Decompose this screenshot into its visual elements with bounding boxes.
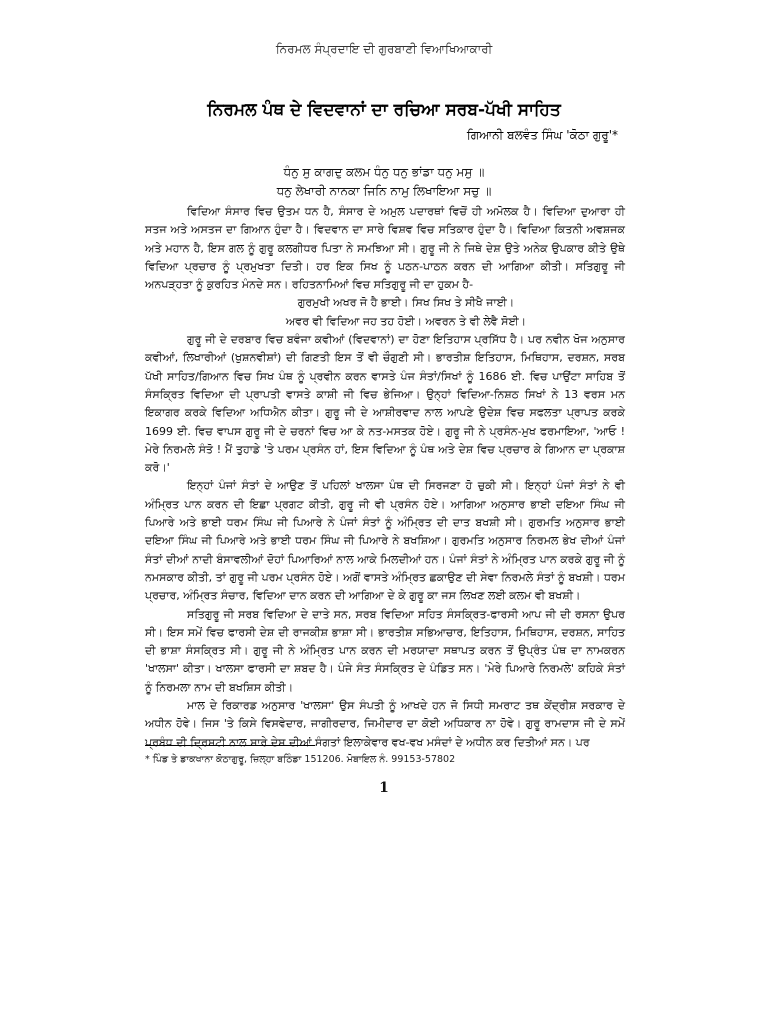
paragraph-5: ਮਾਲ ਦੇ ਰਿਕਾਰਡ ਅਨੁਸਾਰ 'ਖਾਲਸਾ' ਉਸ ਸੰਪਤੀ ਨੂੰ ਆਖਦੇ ਹਨ ਜੋ ਸਿਧੀ ਸਮਰਾਟ ਤਥ ਕੇਂਦ੍ਰੀਸ਼ ਸਰਕਾਰ ਦੇ ਅਧੀਨ ਹੋਵੇ। ਜਿਸ 'ਤੇ ਕਿਸੇ ਵਿਸਵੇਦਾਰ, ਜਾਗੀਰਦਾਰ, ਜਿਮੀਦਾਰ ਦਾ ਕੋਈ ਅਧਿਕਾਰ ਨਾ ਹੋਵੇ। ਗੁਰੂ ਰਾਮਦਾਸ ਜੀ ਦੇ ਸਮੇਂ ਪ੍ਰਬੰਧ ਦੀ ਦ੍ਰਿਸ਼ਟੀ ਨਾਲ ਸਾਰੇ ਦੇਸ਼ ਦੀਆਂ ਸੰਗਤਾਂ ਇਲਾਕੇਵਾਰ ਵਖ-ਵਖ ਮਸੰਦਾਂ ਦੇ ਅਧੀਨ ਕਰ ਦਿਤੀਆਂ ਸਨ। ਪਰ xyxy=(145,699,625,749)
couplet-line-1: ਗੁਰਮੁਖੀ ਅਖਰ ਜੋ ਹੈ ਭਾਈ। ਸਿਖ ਸਿਖ ਤੇ ਸੀਖੈ ਜਾਈ। xyxy=(297,296,515,310)
page-number: 1 xyxy=(379,780,389,796)
paragraph-2: ਗੁਰੂ ਜੀ ਦੇ ਦਰਬਾਰ ਵਿਚ ਬਵੰਜਾ ਕਵੀਆਂ (ਵਿਦਵਾਨਾਂ) ਦਾ ਹੋਣਾ ਇਤਿਹਾਸ ਪ੍ਰਸਿੱਧ ਹੈ। ਪਰ ਨਵੀਨ ਖੋਜ ਅਨੁਸਾਰ ਕਵੀਆਂ, ਲਿਖਾਰੀਆਂ (ਖੁਸ਼ਨਵੀਸ਼ਾਂ) ਦੀ ਗਿਣਤੀ ਇਸ ਤੋਂ ਵੀ ਚੌਗੁਣੀ ਸੀ। ਭਾਰਤੀਸ਼ ਇਤਿਹਾਸ, ਮਿਥਿਹਾਸ, ਦਰਸ਼ਨ, ਸਰਬ ਪੱਖੀ ਸਾਹਿਤ/ਗਿਆਨ ਵਿਚ ਸਿਖ ਪੰਥ ਨੂੰ ਪ੍ਰਵੀਨ ਕਰਨ ਵਾਸਤੇ ਪੰਜ ਸੰਤਾਂ/ਸਿਖਾਂ ਨੂੰ 1686 ਈ. ਵਿਚ ਪਾਉਂਟਾ ਸਾਹਿਬ ਤੋਂ ਸੰਸਕ੍ਰਿਤ ਵਿਦਿਆ ਦੀ ਪ੍ਰਾਪਤੀ ਵਾਸਤੇ ਕਾਸ਼ੀ ਜੀ ਵਿਚ ਭੇਜਿਆ। ਉਨ੍ਹਾਂ ਵਿਦਿਆ-ਨਿਸ਼ਠ ਸਿਖਾਂ ਨੇ 13 ਵਰਸ ਮਨ ਇਕਾਗਰ ਕਰਕੇ ਵਿਦਿਆ ਅਧਿਐਨ ਕੀਤਾ। ਗੁਰੂ ਜੀ ਦੇ ਆਸ਼ੀਰਵਾਦ ਨਾਲ ਆਪਣੇ ਉਦੇਸ਼ ਵਿਚ ਸਫਲਤਾ ਪ੍ਰਾਪਤ ਕਰਕੇ 1699 ਈ. ਵਿਚ ਵਾਪਸ ਗੁਰੂ ਜੀ ਦੇ ਚਰਨਾਂ ਵਿਚ ਆ ਕੇ ਨਤ-ਮਸਤਕ ਹੋਏ। ਗੁਰੂ ਜੀ ਨੇ ਪ੍ਰਸੰਨ-ਮੁਖ ਫਰਮਾਇਆ, 'ਆਓ ! ਮੇਰੇ ਨਿਰਮਲੇ ਸੰਤੋ ! ਮੈਂ ਤੁਹਾਡੇ 'ਤੇ ਪਰਮ ਪ੍ਰਸੰਨ ਹਾਂ, ਇਸ ਵਿਦਿਆ ਨੂੰ ਪੰਥ ਅਤੇ ਦੇਸ਼ ਵਿਚ ਪ੍ਰਚਾਰ ਕੇ ਗਿਆਨ ਦਾ ਪ੍ਰਕਾਸ਼ ਕਰੋ।' xyxy=(145,333,625,475)
author-byline: ਗਿਆਨੀ ਬਲਵੰਤ ਸਿੰਘ 'ਕੋਠਾ ਗੁਰੂ'* xyxy=(466,128,618,142)
running-header: ਨਿਰਮਲ ਸੰਪ੍ਰਦਾਇ ਦੀ ਗੁਰਬਾਣੀ ਵਿਆਖਿਆਕਾਰੀ xyxy=(275,42,493,56)
paragraph-1: ਵਿਦਿਆ ਸੰਸਾਰ ਵਿਚ ਉਤਮ ਧਨ ਹੈ, ਸੰਸਾਰ ਦੇ ਅਮੁਲ ਪਦਾਰਥਾਂ ਵਿਚੋਂ ਹੀ ਅਮੋਲਕ ਹੈ। ਵਿਦਿਆ ਦੁਆਰਾ ਹੀ ਸਤਜ ਅਤੇ ਅਸਤਜ ਦਾ ਗਿਆਨ ਹੁੰਦਾ ਹੈ। ਵਿਦਵਾਨ ਦਾ ਸਾਰੇ ਵਿਸ਼ਵ ਵਿਚ ਸਤਿਕਾਰ ਹੁੰਦਾ ਹੈ। ਵਿਦਿਆ ਕਿਤਨੀ ਅਵਸ਼ਜਕ ਅਤੇ ਮਹਾਨ ਹੈ, ਇਸ ਗਲ ਨੂੰ ਗੁਰੂ ਕਲਗੀਧਰ ਪਿਤਾ ਨੇ ਸਮਝਿਆ ਸੀ। ਗੁਰੂ ਜੀ ਨੇ ਜਿਥੇ ਦੇਸ਼ ਉਤੇ ਅਨੇਕ ਉਪਕਾਰ ਕੀਤੇ ਉਥੇ ਵਿਦਿਆ ਪ੍ਰਚਾਰ ਨੂੰ ਪ੍ਰਮੁਖਤਾ ਦਿਤੀ। ਹਰ ਇਕ ਸਿਖ ਨੂੰ ਪਠਨ-ਪਾਠਨ ਕਰਨ ਦੀ ਆਗਿਆ ਕੀਤੀ। ਸਤਿਗੁਰੂ ਜੀ ਅਨਪੜ੍ਹਤਾ ਨੂੰ ਕੁਰਹਿਤ ਮੰਨਦੇ ਸਨ। ਰਹਿਤਨਾਮਿਆਂ ਵਿਚ ਸਤਿਗੁਰੂ ਜੀ ਦਾ ਹੁਕਮ ਹੈ- xyxy=(145,205,625,292)
paragraph-4: ਸਤਿਗੁਰੂ ਜੀ ਸਰਬ ਵਿਦਿਆ ਦੇ ਦਾਤੇ ਸਨ, ਸਰਬ ਵਿਦਿਆ ਸਹਿਤ ਸੰਸਕ੍ਰਿਤ-ਫਾਰਸੀ ਆਪ ਜੀ ਦੀ ਰਸਨਾ ਉਪਰ ਸੀ। ਇਸ ਸਮੇਂ ਵਿਚ ਫਾਰਸੀ ਦੇਸ਼ ਦੀ ਰਾਜਕੀਸ਼ ਭਾਸ਼ਾ ਸੀ। ਭਾਰਤੀਸ਼ ਸਭਿਆਚਾਰ, ਇਤਿਹਾਸ, ਮਿਥਿਹਾਸ, ਦਰਸ਼ਨ, ਸਾਹਿਤ ਦੀ ਭਾਸ਼ਾ ਸੰਸਕ੍ਰਿਤ ਸੀ। ਗੁਰੂ ਜੀ ਨੇ ਅੰਮ੍ਰਿਤ ਪਾਨ ਕਰਨ ਦੀ ਮਰਯਾਦਾ ਸਥਾਪਤ ਕਰਨ ਤੋਂ ਉਪ੍ਰੰਤ ਪੰਥ ਦਾ ਨਾਮਕਰਨ 'ਖਾਲਸਾ' ਕੀਤਾ। ਖਾਲਸਾ ਫਾਰਸੀ ਦਾ ਸ਼ਬਦ ਹੈ। ਪੰਜੇ ਸੰਤ ਸੰਸਕ੍ਰਿਤ ਦੇ ਪੰਡਿਤ ਸਨ। 'ਮੇਰੇ ਪਿਆਰੇ ਨਿਰਮਲੇ' ਕਹਿਕੇ ਸੰਤਾਂ ਨੂੰ ਨਿਰਮਲਾ ਨਾਮ ਦੀ ਬਖਸ਼ਿਸ ਕੀਤੀ। xyxy=(145,607,625,694)
verse-line-1: ਧੰਨੁ ਸੁ ਕਾਗਦੁ ਕਲਮ ਧੰਨੁ ਧਨੁ ਭਾਂਡਾ ਧਨੁ ਮਸੁ ॥ xyxy=(283,165,485,179)
paragraph-3: ਇਨ੍ਹਾਂ ਪੰਜਾਂ ਸੰਤਾਂ ਦੇ ਆਉਣ ਤੋਂ ਪਹਿਲਾਂ ਖਾਲਸਾ ਪੰਥ ਦੀ ਸਿਰਜਣਾ ਹੋ ਚੁਕੀ ਸੀ। ਇਨ੍ਹਾਂ ਪੰਜਾਂ ਸੰਤਾਂ ਨੇ ਵੀ ਅੰਮ੍ਰਿਤ ਪਾਨ ਕਰਨ ਦੀ ਇਛਾ ਪ੍ਰਗਟ ਕੀਤੀ, ਗੁਰੂ ਜੀ ਵੀ ਪ੍ਰਸੰਨ ਹੋਏ। ਆਗਿਆ ਅਨੁਸਾਰ ਭਾਈ ਦਇਆ ਸਿੰਘ ਜੀ ਪਿਆਰੇ ਅਤੇ ਭਾਈ ਧਰਮ ਸਿੰਘ ਜੀ ਪਿਆਰੇ ਨੇ ਪੰਜਾਂ ਸੰਤਾਂ ਨੂੰ ਅੰਮ੍ਰਿਤ ਦੀ ਦਾਤ ਬਖਸ਼ੀ ਸੀ। ਗੁਰਮਤਿ ਅਨੁਸਾਰ ਭਾਈ ਦਇਆ ਸਿੰਘ ਜੀ ਪਿਆਰੇ ਅਤੇ ਭਾਈ ਧਰਮ ਸਿੰਘ ਜੀ ਪਿਆਰੇ ਨੇ ਬਖਸ਼ਿਆ। ਗੁਰਮਤਿ ਅਨੁਸਾਰ ਨਿਰਮਲ ਭੇਖ ਦੀਆਂ ਪੰਜਾਂ ਸੰਤਾਂ ਦੀਆਂ ਨਾਦੀ ਬੰਸਾਵਲੀਆਂ ਦੋਹਾਂ ਪਿਆਰਿਆਂ ਨਾਲ ਆਕੇ ਮਿਲਦੀਆਂ ਹਨ। ਪੰਜਾਂ ਸੰਤਾਂ ਨੇ ਅੰਮ੍ਰਿਤ ਪਾਨ ਕਰਕੇ ਗੁਰੂ ਜੀ ਨੂੰ ਨਮਸਕਾਰ ਕੀਤੀ, ਤਾਂ ਗੁਰੂ ਜੀ ਪਰਮ ਪ੍ਰਸੰਨ ਹੋਏ। ਅਗੋਂ ਵਾਸਤੇ ਅੰਮ੍ਰਿਤ ਛਕਾਉਣ ਦੀ ਸੇਵਾ ਨਿਰਮਲੇ ਸੰਤਾਂ ਨੂੰ ਬਖਸ਼ੀ। ਧਰਮ ਪ੍ਰਚਾਰ, ਅੰਮ੍ਰਿਤ ਸੰਚਾਰ, ਵਿਦਿਆ ਦਾਨ ਕਰਨ ਦੀ ਆਗਿਆ ਦੇ ਕੇ ਗੁਰੂ ਕਾ ਜਸ ਲਿਖਣ ਲਈ ਕਲਮ ਵੀ ਬਖਸ਼ੀ। xyxy=(145,479,625,603)
body-text xyxy=(145,203,625,752)
article-title: ਨਿਰਮਲ ਪੰਥ ਦੇ ਵਿਦਵਾਨਾਂ ਦਾ ਰਚਿਆ ਸਰਬ-ਪੱਖੀ ਸਾਹਿਤ xyxy=(207,100,561,120)
footnote: * ਪਿੰਡ ਤੇ ਡਾਕਖਾਨਾ ਕੋਠਾਗੁਰੂ, ਜ਼ਿਲ੍ਹਾ ਬਠਿੰਡਾ 151206. ਮੋਬਾਇਲ ਨੰ. 99153-57802 xyxy=(145,754,456,765)
footnote-divider xyxy=(145,745,315,746)
couplet-line-2: ਅਵਰ ਵੀ ਵਿਦਿਆ ਜਹ ਤਹ ਹੋਈ। ਅਵਰਨ ਤੇ ਵੀ ਲੇਵੈ ਸੋਈ। xyxy=(285,314,527,328)
verse-line-2: ਧਨੁ ਲੇਖਾਰੀ ਨਾਨਕਾ ਜਿਨਿ ਨਾਮੁ ਲਿਖਾਇਆ ਸਚੁ ॥ xyxy=(276,184,492,198)
